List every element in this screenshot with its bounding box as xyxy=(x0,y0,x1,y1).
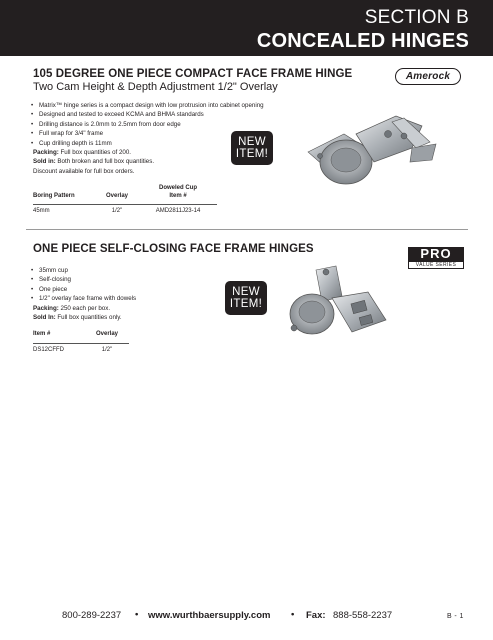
table-cell: 1/2" xyxy=(101,346,113,353)
pro-logo-tagline: VALUE SERIES xyxy=(408,261,464,269)
amerock-logo xyxy=(395,68,461,85)
footer-fax-label: Fax: xyxy=(306,610,326,621)
footer-phone: 800-289-2237 xyxy=(62,610,122,621)
section-header-bar xyxy=(0,0,493,56)
footer-separator: • xyxy=(291,609,295,620)
feature-item: • Matrix™ hinge series is a compact design with low protrusion into cabinet opening xyxy=(31,101,264,110)
column-header: Overlay xyxy=(95,184,139,205)
pro-value-series-logo xyxy=(408,247,464,269)
feature-item: • Cup drilling depth is 11mm xyxy=(31,139,264,148)
section-title: CONCEALED HINGES xyxy=(256,30,469,52)
sold-in-note: Sold In: Full box quantities only. xyxy=(33,314,122,322)
column-header: Boring Pattern xyxy=(33,184,95,205)
section-divider xyxy=(26,229,468,230)
product-2-title: ONE PIECE SELF-CLOSING FACE FRAME HINGES xyxy=(33,243,314,255)
footer-website-link[interactable]: www.wurthbaersupply.com xyxy=(148,610,271,621)
product-1-notes xyxy=(33,148,154,176)
new-item-badge: NEW ITEM! xyxy=(231,131,273,165)
column-header: Overlay xyxy=(85,330,129,343)
feature-item: • Designed and tested to exceed KCMA and BHMA standards xyxy=(31,110,264,119)
feature-item: • Drilling distance is 2.0mm to 2.5mm from door edge xyxy=(31,120,264,129)
sold-in-note: Sold in: Both broken and full box quantities. xyxy=(33,158,155,166)
footer-fax: 888-558-2237 xyxy=(333,610,393,621)
packing-note: Packing: 250 each per box. xyxy=(33,305,111,312)
product-2-notes xyxy=(33,304,122,323)
feature-item: • 1/2" overlay face frame with dowels xyxy=(31,294,136,303)
table-cell: 1/2" xyxy=(111,208,123,214)
discount-note: Discount available for full box orders. xyxy=(33,167,135,175)
hinge-product-image-1 xyxy=(300,104,440,192)
hinge-product-image-2 xyxy=(282,262,392,346)
page-number: B - 1 xyxy=(447,613,464,620)
footer-separator: • xyxy=(135,609,139,620)
product-2-features xyxy=(31,266,136,304)
column-header: Item # xyxy=(33,330,85,343)
page-footer xyxy=(0,610,493,624)
feature-item: • One piece xyxy=(31,285,136,294)
feature-item: • Full wrap for 3/4" frame xyxy=(31,129,264,138)
section-label: SECTION B xyxy=(364,7,469,28)
product-1-subtitle: Two Cam Height & Depth Adjustment 1/2" Overlay xyxy=(33,81,278,93)
product-1-spec-table xyxy=(33,184,217,216)
table-cell: 45mm xyxy=(33,208,50,214)
table-cell: AMD2811J23-14 xyxy=(155,208,201,214)
amerock-logo-text: Amerock xyxy=(405,71,451,82)
table-cell: DS12CFFD xyxy=(33,346,65,353)
packing-note: Packing: Full box quantities of 200. xyxy=(33,149,132,156)
feature-item: • 35mm cup xyxy=(31,266,136,275)
column-header: Doweled Cup Item # xyxy=(139,184,217,205)
product-1-title: 105 DEGREE ONE PIECE COMPACT FACE FRAME HINGE xyxy=(33,68,353,80)
table-row xyxy=(33,343,129,355)
new-item-badge: NEW ITEM! xyxy=(225,281,267,315)
table-row xyxy=(33,205,217,217)
feature-item: • Self-closing xyxy=(31,275,136,284)
product-1-features xyxy=(31,101,264,148)
pro-logo-text: PRO xyxy=(408,247,464,261)
product-2-spec-table xyxy=(33,330,129,355)
